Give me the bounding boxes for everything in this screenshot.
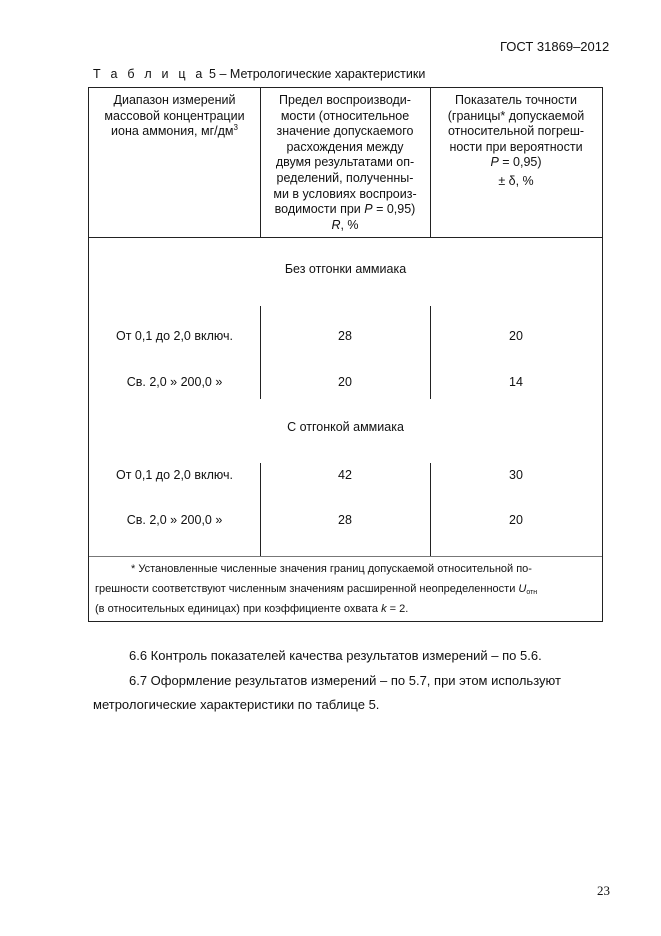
footnote-line: * Установленные численные значения границ допускаемой относительной по- [131, 563, 532, 575]
table-cell-delta: 20 [509, 513, 523, 527]
header-line: двумя результатами оп- [275, 155, 415, 170]
table-cell-R: 28 [338, 329, 352, 343]
table-cell-range: Св. 2,0 » 200,0 » [126, 513, 223, 527]
header-bottom-rule [89, 237, 602, 238]
header-line: массовой концентрации [104, 108, 245, 123]
header-line: иона аммония, $мг/дм^3$ [111, 123, 238, 139]
table-cell-delta: 20 [509, 329, 523, 343]
table-cell-range: От 0,1 до 2,0 включ. [116, 468, 233, 482]
page-number: 23 [597, 883, 610, 898]
column-header-range [89, 93, 260, 140]
document-number: ГОСТ 31869–2012 [500, 39, 610, 54]
column-header-reproducibility [260, 93, 430, 233]
header-line: значение допускаемого [276, 124, 414, 139]
table-footnote [95, 560, 595, 620]
header-line: ределений, полученны- [276, 170, 414, 185]
header-line: Показатель точности [455, 93, 577, 107]
table-cell-R: 20 [338, 375, 352, 389]
paragraph-6-7-line2: метрологические характеристики по таблице 5. [93, 697, 380, 712]
header-line: Диапазон измерений [113, 93, 236, 107]
header-line: расхождения между [286, 139, 404, 154]
table-cell-R: 28 [338, 513, 352, 527]
column-header-accuracy [430, 93, 602, 190]
header-line: ± δ, % [498, 173, 534, 188]
table-cell-R: 42 [338, 468, 352, 482]
header-line: ми в условиях воспроиз- [273, 186, 417, 201]
header-line: мости (относительное [280, 108, 410, 123]
header-line: ности при вероятности [449, 139, 583, 154]
header-line: водимости при P = 0,95) [274, 202, 416, 217]
table-cell-range: Св. 2,0 » 200,0 » [126, 375, 223, 389]
table-cell-delta: 14 [509, 375, 523, 389]
footnote-line: (в относительных единицах) при коэффициенте охвата k = 2. [95, 603, 409, 615]
paragraph-6-7-line1: 6.7 Оформление результатов измерений – по 5.7, при этом используют [129, 673, 561, 688]
table-cell-range: От 0,1 до 2,0 включ. [116, 329, 233, 343]
superscript: 3 [233, 123, 238, 133]
section-title: Без отгонки аммиака [284, 262, 407, 276]
paragraph-6-6: 6.6 Контроль показателей качества результатов измерений – по 5.6. [129, 648, 542, 663]
footnote-line: грешности соответствуют численным значениям расширенной неопределенности $U_{отн}$ [95, 582, 538, 596]
table-caption-title: 5 – Метрологические характеристики [205, 67, 426, 81]
table-caption-label: Т а б л и ц а [93, 67, 206, 81]
header-line: (границы* допускаемой [447, 108, 585, 123]
section-title: С отгонкой аммиака [287, 420, 404, 434]
table-caption [93, 67, 425, 81]
table-cell-delta: 30 [509, 468, 523, 482]
header-line: P = 0,95) [490, 155, 542, 170]
footnote-rule [89, 556, 602, 557]
header-line: относительной погреш- [447, 124, 585, 139]
metrology-table [88, 87, 603, 622]
header-line: R, % [331, 217, 359, 232]
header-line: Предел воспроизводи- [279, 93, 411, 107]
